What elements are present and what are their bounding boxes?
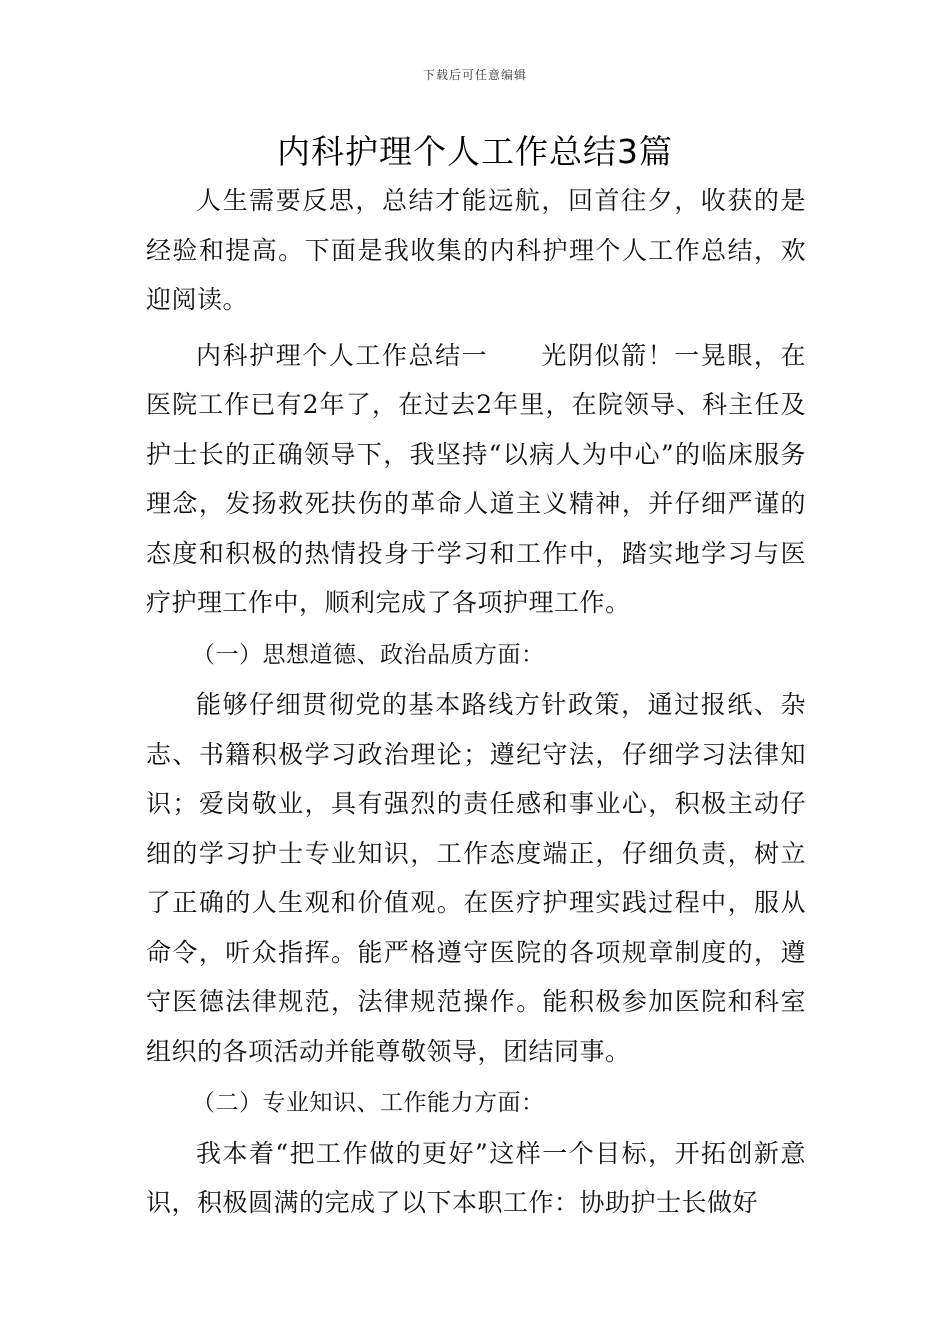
ideology-paragraph: 能够仔细贯彻党的基本路线方针政策，通过报纸、杂志、书籍积极学习政治理论；遵纪守法，仔细学习法律知识；爱岗敬业，具有强烈的责任感和事业心，积极主动仔细的学习护士专业知识，工作态度端正，仔细负责，树立了正确的人生观和价值观。在医疗护理实践过程中，服从命令，听众指挥。能严格遵守医院的各项规章制度的，遵守医德法律规范，法律规范操作。能积极参加医院和科室组织的各项活动并能尊敬领导，团结同事。 (146, 690, 806, 1066)
section-heading-ideology: （一）思想道德、政治品质方面： (192, 641, 545, 668)
professional-paragraph: 我本着“把工作做的更好”这样一个目标，开拓创新意识，积极圆满的完成了以下本职工作：协助护士长做好 (146, 1138, 806, 1217)
document-body (146, 176, 806, 1228)
section-heading-professional: （二）专业知识、工作能力方面： (192, 1090, 545, 1116)
intro-paragraph: 人生需要反思，总结才能远航，回首往夕，收获的是经验和提高。下面是我收集的内科护理个人工作总结，欢迎阅读。 (146, 186, 806, 314)
page-header-note: 下载后可任意编辑 (422, 68, 527, 82)
summary-one-paragraph: 内科护理个人工作总结一 光阴似箭！一晃眼，在医院工作已有2年了，在过去2年里，在院领导、科主任及护士长的正确领导下，我坚持“以病人为中心”的临床服务理念，发扬救死扶伤的革命人道主义精神，并仔细严谨的态度和积极的热情投身于学习和工作中，踏实地学习与医疗护理工作中，顺利完成了各项护理工作。 (146, 340, 806, 617)
document-title: 内科护理个人工作总结3篇 (277, 132, 673, 171)
